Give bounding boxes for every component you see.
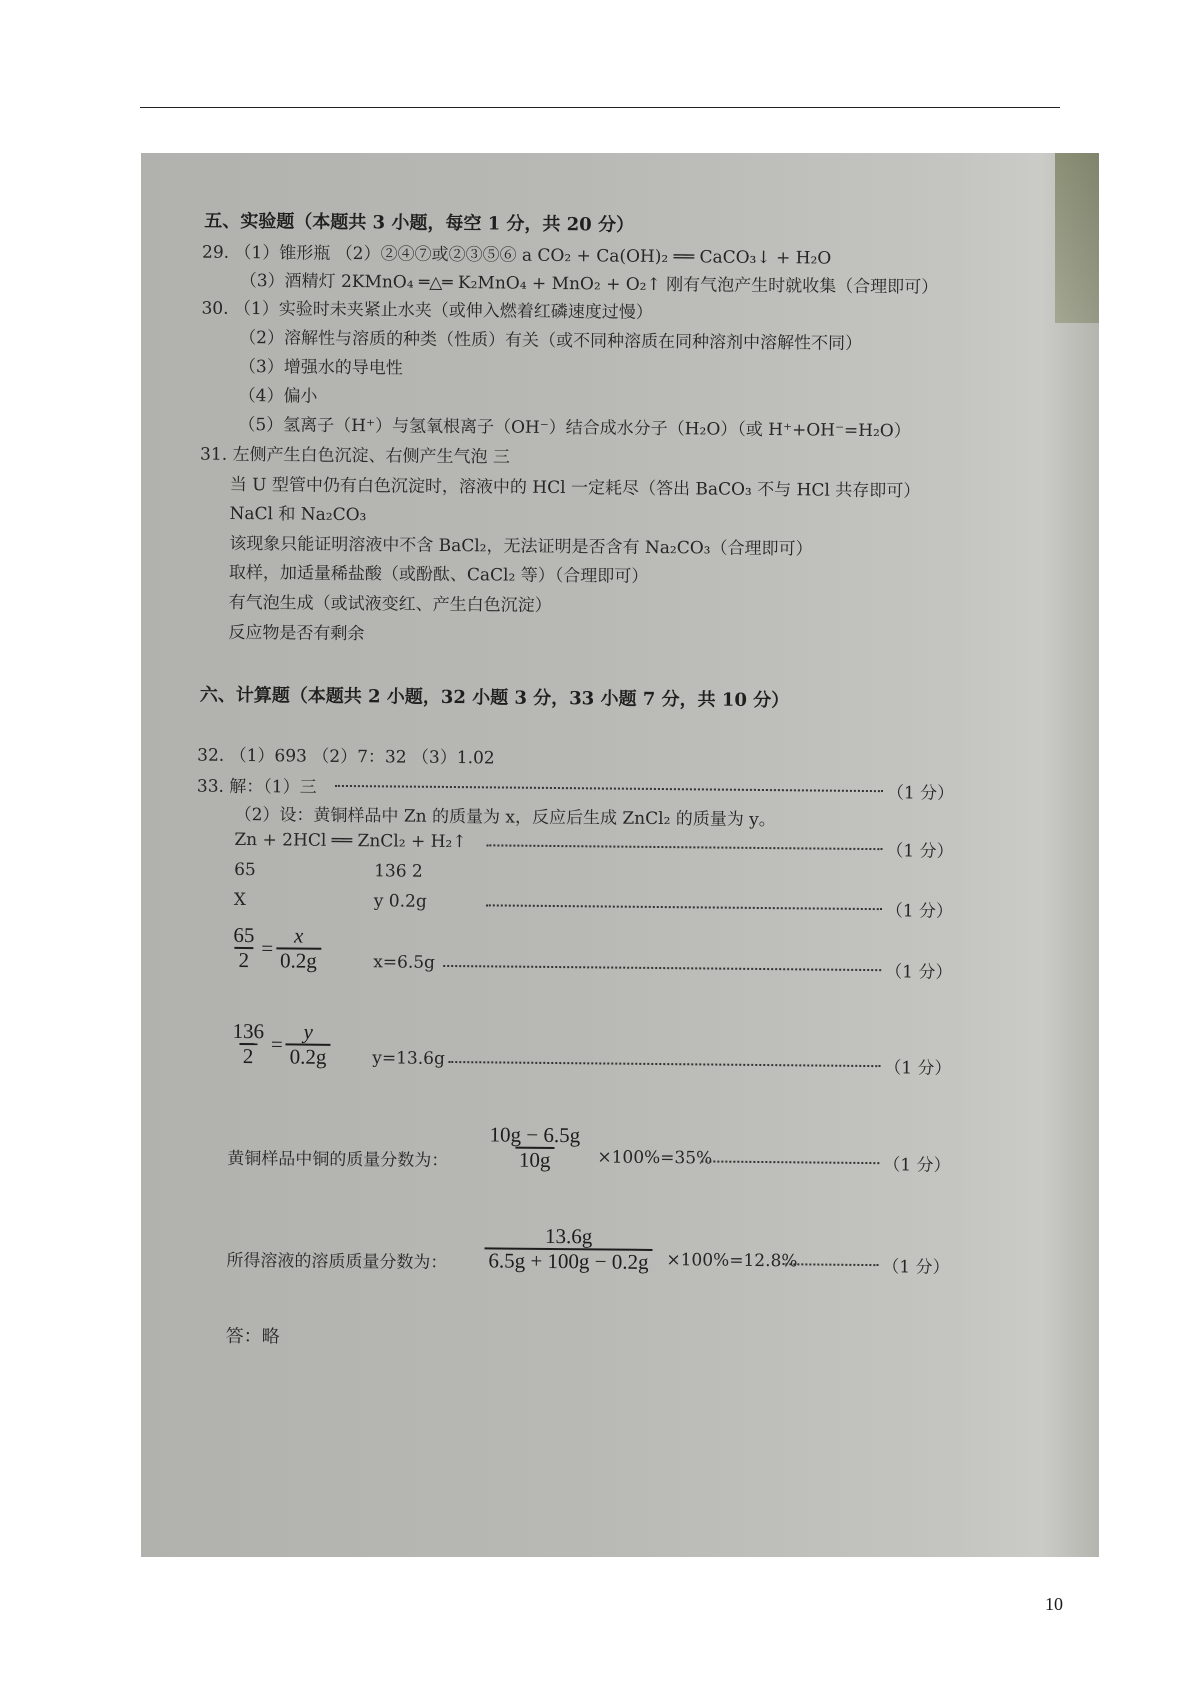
solution-result: ×100%=12.8% [666,1250,798,1272]
q30-line3: （3）增强水的导电性 [238,356,403,379]
q31-line2: 当 U 型管中仍有白色沉淀时，溶液中的 HCl 一定耗尽（答出 BaCO₃ 不与 HCl 共存即可） [229,474,921,502]
fraction: $\frac{136}{2}$ [232,1018,265,1069]
dotted-leader [448,1061,880,1067]
q31-line4: 该现象只能证明溶液中不含 BaCl₂，无法证明是否含有 Na₂CO₃（合理即可） [229,533,813,560]
q30-line1: 30. （1）实验时未夹紧止水夹（或伸入燃着红磷速度过慢） [201,298,653,323]
unknown-a: X [233,889,247,911]
section5-title: 五、实验题（本题共 3 小题，每空 1 分，共 20 分） [204,210,635,236]
result-y: y=13.6g [372,1048,446,1069]
page-number: 10 [1045,1594,1063,1614]
dotted-leader [486,904,882,910]
fraction: $\frac{65}{2}$ [233,922,255,973]
section6-title: 六、计算题（本题共 2 小题，32 小题 3 分，33 小题 7 分，共 10 分） [199,684,790,712]
q29-line2: （3）酒精灯 2KMnO₄ ═△═ K₂MnO₄ + MnO₂ + O₂↑ 刚有气泡产生时就收集（合理即可） [239,270,939,298]
dotted-leader [443,965,881,971]
q32-line: 32. （1）693 （2）7：32 （3）1.02 [197,745,495,769]
q30-line5: （5）氢离子（H⁺）与氢氧根离子（OH⁻）结合成水分子（H₂O）（或 H⁺+OH⁻=H₂O） [238,414,911,442]
q31-line7: 反应物是否有剩余 [228,622,365,645]
unknown-b: y 0.2g [373,891,427,912]
score-mark: （1 分） [882,1257,950,1278]
score-mark: （1 分） [886,783,955,804]
q30-line4: （4）偏小 [238,385,318,407]
fraction: $\frac{y}{0.2g}$ [286,1020,331,1069]
copper-fraction [485,1123,584,1172]
fraction: $\frac{10g - 6.5g}{10g}$ [489,1122,581,1173]
q31-line6: 有气泡生成（或试液变红、产生白色沉淀） [228,592,552,616]
score-mark: （1 分） [885,962,953,983]
proportion-x: $\frac{65}{2}$ = $\frac{x}{0.2g}$ [229,924,321,973]
score-mark: （1 分） [886,841,954,862]
q30-line2: （2）溶解性与溶质的种类（性质）有关（或不同种溶质在同种溶剂中溶解性不同） [239,327,863,354]
dotted-leader [486,844,882,850]
q31-line5: 取样，加适量稀盐酸（或酚酞、CaCl₂ 等）（合理即可） [228,562,649,587]
q31-line1: 31. 左侧产生白色沉淀、右侧产生气泡 三 [200,444,511,468]
solution-fraction-label: 所得溶液的溶质质量分数为： [226,1250,448,1273]
photo-of-answer-sheet [141,153,1099,1557]
q33-line2: （2）设：黄铜样品中 Zn 的质量为 x，反应后生成 ZnCl₂ 的质量为 y。 [234,804,776,831]
q33-head: 33. 解：（1）三 [196,776,317,798]
molar-mass-a: 65 [234,859,256,881]
dotted-leader [335,785,883,792]
score-mark: （1 分） [885,901,954,922]
copper-result: ×100%=35% [597,1147,713,1169]
dotted-leader [701,1160,879,1164]
result-x: x=6.5g [373,952,436,973]
fraction: $\frac{x}{0.2g}$ [276,924,321,973]
score-mark: （1 分） [883,1155,951,1176]
header-rule [140,107,1060,108]
fraction: $\frac{13.6g}{6.5g + 100g - 0.2g}$ [484,1224,653,1274]
answer-line: 答：略 [225,1325,280,1348]
q31-line3: NaCl 和 Na₂CO₃ [229,503,367,526]
answer-sheet-content [141,153,1099,1557]
solution-fraction [484,1224,653,1274]
q29-line1: 29. （1）锥形瓶 （2）②④⑦或②③⑤⑥ a CO₂ + Ca(OH)₂ ══ CaCO₃↓ + H₂O [201,242,832,269]
score-mark: （1 分） [884,1058,952,1079]
proportion-y: $\frac{136}{2}$ = $\frac{y}{0.2g}$ [228,1020,331,1069]
copper-fraction-label: 黄铜样品中铜的质量分数为： [227,1148,449,1171]
reaction-equation: Zn + 2HCl ══ ZnCl₂ + H₂↑ [234,829,467,853]
molar-mass-b: 136 2 [374,861,423,882]
